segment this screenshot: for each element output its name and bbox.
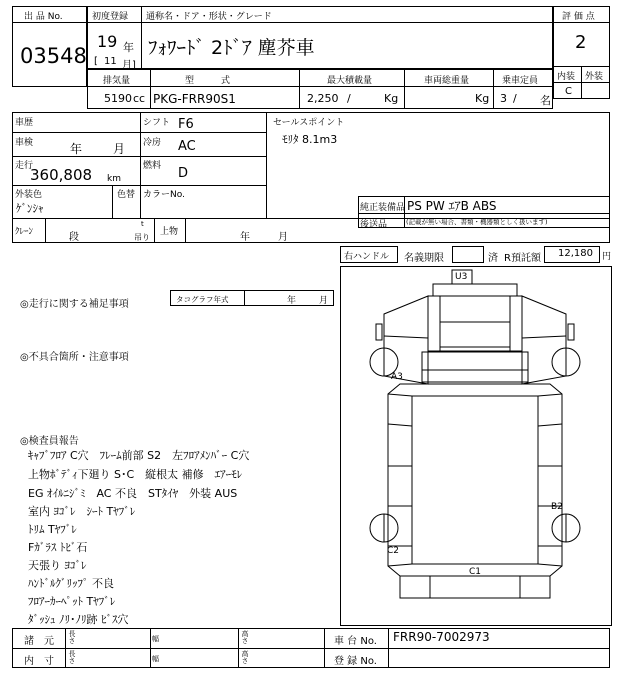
- report-line: Fｶﾞﾗｽ ﾄﾋﾞ石: [28, 541, 88, 554]
- divider: [65, 628, 66, 668]
- recycle-mark: 済: [488, 253, 498, 264]
- cab-roof: [433, 284, 517, 296]
- mileage-label: 走行: [15, 161, 34, 171]
- interior-label: 内装: [557, 72, 576, 82]
- divider: [238, 628, 239, 668]
- shift: F6: [178, 117, 194, 132]
- inner-width-label: 幅: [152, 655, 159, 663]
- damage-a3: A3: [391, 372, 403, 382]
- grille: [422, 370, 528, 382]
- rear-panel: [400, 576, 550, 598]
- crane-steps: 段: [69, 232, 79, 243]
- fuel: D: [178, 166, 189, 181]
- first-reg-label: 初度登録: [92, 12, 129, 22]
- name-change-box: [452, 246, 484, 263]
- gross-weight-label: 車両総重量: [424, 76, 470, 86]
- inner-dims-label: 内 寸: [24, 656, 54, 667]
- max-load-slash: /: [347, 92, 351, 105]
- sales-point-label: セールスポイント: [273, 118, 345, 128]
- dims-label: 諸 元: [24, 636, 54, 647]
- divider: [299, 69, 300, 109]
- aftermarket-label: 後送品: [360, 220, 388, 230]
- cab-top: [428, 296, 522, 351]
- shift-label: シフト: [143, 118, 171, 128]
- lot-no-label: 出 品 No.: [24, 12, 63, 22]
- capacity-unit: 名: [540, 94, 551, 107]
- bumper: [422, 352, 528, 370]
- recycle-amount: 12,180: [558, 248, 593, 259]
- divider: [140, 112, 141, 218]
- divider: [45, 218, 46, 243]
- displacement-unit: cc: [133, 92, 146, 105]
- equipment: PS PW ｴｱB ABS: [407, 199, 497, 213]
- height-label: 高さ: [241, 630, 249, 644]
- divider: [266, 112, 267, 218]
- report-line: 上物ﾎﾞﾃﾞｨ下廻り S･C 縦根太 補修 ｴｱｰﾓﾚ: [28, 468, 243, 481]
- mileage-unit: km: [107, 174, 121, 184]
- chassis-label: 車 台 No.: [334, 636, 377, 647]
- inspection-label: 車検: [15, 138, 34, 148]
- divider: [12, 132, 266, 133]
- ext-color-label: 外装色: [15, 190, 43, 200]
- displacement-label: 排気量: [103, 76, 131, 86]
- divider: [12, 185, 266, 186]
- left-door-line: [384, 336, 428, 338]
- inspection-year: 年: [70, 142, 83, 156]
- body-outline: [388, 384, 562, 576]
- divider: [244, 290, 245, 306]
- gross-weight-unit: Kg: [475, 92, 490, 105]
- interior-grade: C: [565, 86, 572, 97]
- divider: [87, 86, 553, 87]
- body-top: [412, 396, 538, 564]
- car-name: ﾌｫﾜｰﾄﾞ 2ﾄﾞｱ 塵芥車: [148, 37, 315, 59]
- capacity-label: 乗車定員: [502, 76, 539, 86]
- report-line: EG ｵｲﾙﾆｼﾞﾐ AC 不良 STﾀｲﾔ 外装 AUS: [28, 487, 238, 500]
- left-door: [384, 296, 428, 384]
- damage-b2: B2: [551, 502, 563, 512]
- damage-c1: C1: [469, 567, 482, 577]
- length-label: 長さ: [68, 630, 76, 644]
- width-label: 幅: [152, 635, 159, 643]
- first-reg-month: 11: [104, 56, 117, 67]
- divider: [87, 22, 553, 23]
- left-mirror: [376, 324, 382, 340]
- inner-height-label: 高さ: [241, 650, 249, 664]
- divider: [12, 22, 87, 23]
- divider: [112, 185, 113, 218]
- report-line: ﾄﾘﾑ Tﾔﾌﾞﾚ: [28, 523, 77, 536]
- report-line: 天張り ﾖｺﾞﾚ: [28, 559, 87, 572]
- divider: [150, 628, 151, 668]
- inspector-report-title: ◎検査員報告: [20, 436, 79, 447]
- recycle-label: R預託額: [504, 253, 541, 264]
- first-reg-year: 19: [97, 32, 118, 51]
- driving-notes-title: ◎走行に関する補足事項: [20, 299, 129, 310]
- divider: [493, 69, 494, 109]
- capacity: 3: [500, 92, 507, 105]
- lift-label: 上物: [160, 227, 179, 237]
- ac-label: 冷房: [143, 138, 162, 148]
- first-reg-month-unit: 月]: [122, 60, 136, 71]
- divider: [12, 648, 610, 649]
- divider: [388, 628, 389, 668]
- right-door-line: [522, 336, 566, 338]
- capacity-slash: /: [513, 92, 517, 105]
- right-mirror: [568, 324, 574, 340]
- model-label: 型 式: [185, 76, 231, 86]
- crane-ton-top: t: [141, 220, 144, 228]
- name-label: 通称名・ドア・形状・グレード: [146, 12, 272, 22]
- inner-length-label: 長さ: [68, 650, 76, 664]
- mileage: 360,808: [30, 166, 93, 184]
- tacho-month: 月: [319, 296, 329, 306]
- report-line: ﾊﾝﾄﾞﾙｸﾞﾘｯﾌﾟ 不良: [28, 577, 114, 590]
- history-label: 車歴: [15, 118, 34, 128]
- rhd: 右ハンドル: [344, 252, 390, 262]
- divider: [154, 218, 155, 243]
- color-no-label: 色替: [117, 190, 136, 200]
- color-code-label: カラーNo.: [143, 190, 185, 200]
- lift-year: 年: [240, 232, 250, 243]
- sales-point: ﾓﾘﾀ 8.1m3: [282, 133, 338, 146]
- divider: [404, 69, 405, 109]
- aftermarket-note: (記載が無い場合、書類・機器類としく扱います): [406, 218, 548, 226]
- damage-u3: U3: [455, 272, 468, 282]
- score-label: 評 価 点: [562, 12, 595, 22]
- report-line: ﾌﾛｱｰｶｰﾍﾟｯﾄ Tﾔﾌﾞﾚ: [28, 595, 116, 608]
- max-load-label: 最大積載量: [327, 76, 373, 86]
- ac: AC: [178, 139, 196, 154]
- divider: [553, 22, 610, 23]
- divider: [324, 628, 325, 668]
- divider: [150, 69, 151, 109]
- first-reg-month-open: [: [94, 56, 98, 67]
- tacho-year: 年: [287, 296, 297, 306]
- divider: [581, 66, 582, 99]
- fuel-label: 燃料: [143, 161, 162, 171]
- windshield: [440, 322, 510, 347]
- name-change-label: 名義期限: [404, 253, 444, 264]
- model: PKG-FRR90S1: [153, 92, 236, 106]
- displacement: 5190: [104, 92, 132, 105]
- max-load-unit: Kg: [384, 92, 399, 105]
- report-line: 室内 ﾖｺﾞﾚ ｼｰﾄ Tﾔﾌﾞﾚ: [28, 505, 136, 518]
- defect-notes-title: ◎不具合箇所・注意事項: [20, 352, 129, 363]
- damage-c2: C2: [387, 546, 400, 556]
- inspection-month: 月: [113, 142, 126, 156]
- exterior-label: 外装: [585, 72, 604, 82]
- score: 2: [575, 32, 587, 53]
- chassis-no: FRR90-7002973: [393, 630, 490, 644]
- divider: [12, 156, 266, 157]
- report-line: ｷｬﾌﾞﾌﾛｱ C穴 ﾌﾚｰﾑ前部 S2 左ﾌﾛｱﾒﾝﾊﾞｰ C穴: [28, 449, 250, 462]
- lot-no: 03548: [20, 44, 87, 68]
- divider: [185, 218, 186, 243]
- ext-color: ｹﾞﾝｼｬ: [16, 202, 44, 215]
- crane-ton: 吊り: [134, 233, 150, 242]
- max-load: 2,250: [307, 92, 339, 105]
- crane-label: ｸﾚｰﾝ: [15, 227, 34, 237]
- report-line: ﾀﾞｯｼｭ ﾉﾘ･ﾉﾘ跡 ﾋﾞｽ穴: [28, 613, 129, 626]
- lift-month: 月: [278, 232, 288, 243]
- reg-no-label: 登 録 No.: [334, 656, 377, 667]
- right-door: [522, 296, 566, 384]
- yen-unit: 円: [602, 252, 612, 262]
- equipment-label: 純正装備品: [360, 203, 406, 213]
- divider: [141, 6, 142, 69]
- first-reg-year-unit: 年: [123, 41, 134, 54]
- tacho-label: タコグラフ年式: [176, 295, 229, 304]
